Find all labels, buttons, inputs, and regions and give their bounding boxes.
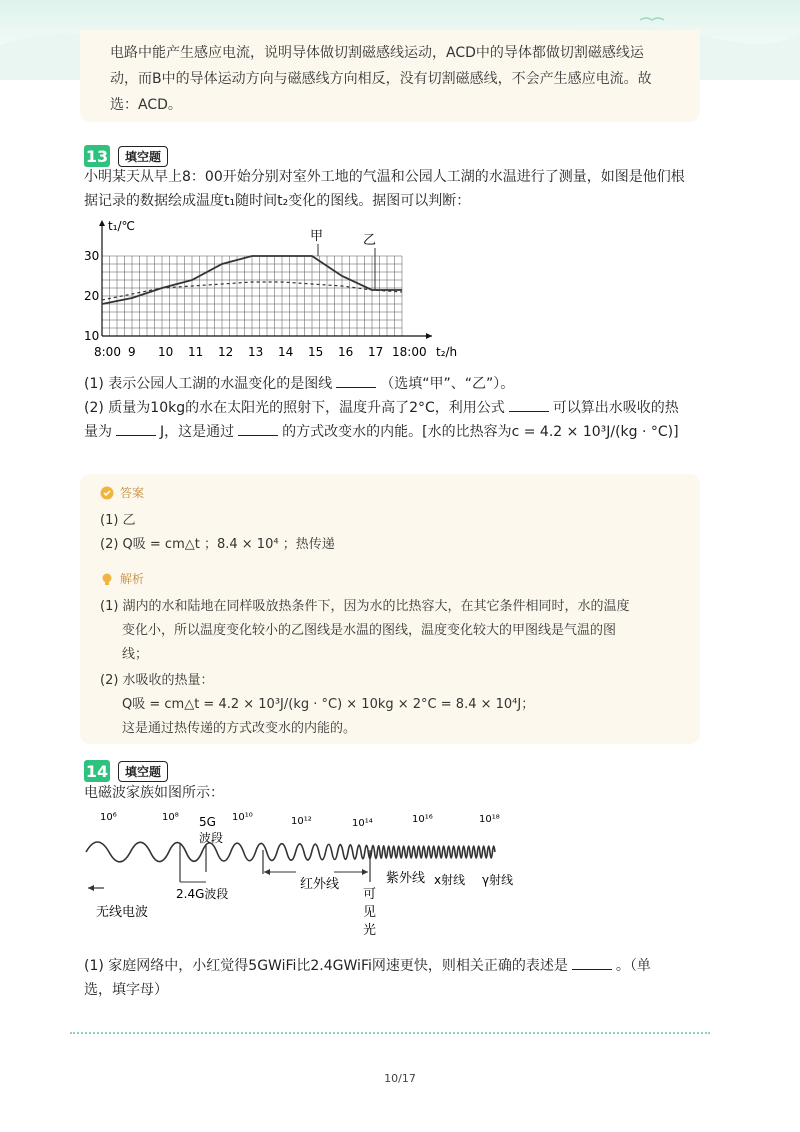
freq-label: 10¹⁰ (232, 812, 253, 823)
x-tick-label: 9 (128, 345, 136, 359)
wave-line (86, 842, 495, 862)
answer-2: (2) Q吸 = cm△t ；8.4 × 10⁴ ；热传递 (100, 537, 335, 552)
x-tick-label: 16 (338, 345, 354, 359)
label-visible-2: 见 (363, 905, 377, 920)
stem-line-1: 小明某天从早上8：00开始分别对室外工地的气温和公园人工湖的水温进行了测量，如图是他们根 (84, 169, 685, 185)
analysis-line-2: 变化小，所以温度变化较小的乙图线是水温的图线，温度变化较大的甲图线是气温的图 (122, 623, 617, 638)
y-tick-label: 30 (84, 249, 100, 263)
check-circle-icon (100, 486, 114, 500)
stem-line-2: 据记录的数据绘成温度t₁随时间t₂变化的图线。据图可以判断： (84, 193, 471, 209)
divider (70, 1032, 710, 1034)
freq-label: 10⁸ (162, 812, 179, 823)
x-tick-label: 11 (188, 345, 204, 359)
x-tick-label: 8:00 (94, 345, 121, 359)
x-axis-arrow (426, 333, 432, 339)
prev-line-2: 动，而B中的导体运动方向与磁感线方向相反，没有切割磁感线，不会产生感应电流。故 (110, 71, 652, 87)
answer-blank[interactable] (238, 421, 278, 436)
question-13-stem (84, 165, 714, 213)
label-visible-3: 光 (363, 923, 377, 938)
label-ultraviolet: 紫外线 (386, 871, 426, 886)
lightbulb-icon (100, 572, 114, 586)
question-14-header (84, 760, 168, 782)
x-tick-label: 18:00 (392, 345, 427, 359)
answer-blank[interactable] (509, 397, 549, 412)
x-axis-label: t₂/h (436, 345, 458, 359)
question-14-stem: 电磁波家族如图所示： (84, 785, 224, 801)
analysis-line-4: (2) 水吸收的热量： (100, 673, 214, 688)
x-tick-label: 10 (158, 345, 174, 359)
x-tick-label: 17 (368, 345, 384, 359)
label-5g: 5G (199, 815, 216, 829)
label-radio-wave: 无线电波 (96, 905, 149, 920)
electromagnetic-spectrum-figure (84, 802, 534, 942)
y-tick-label: 10 (84, 329, 100, 343)
page-number: 10/17 (384, 1072, 416, 1085)
analysis-line-6: 这是通过热传递的方式改变水的内能的。 (122, 721, 357, 736)
freq-label: 10¹² (291, 816, 312, 827)
label-infrared: 红外线 (300, 877, 340, 892)
prev-line-1: 电路中能产生感应电流，说明导体做切割磁感线运动，ACD中的导体都做切割磁感线运 (110, 45, 644, 61)
question-type-badge: 填空题 (118, 761, 168, 782)
answer-blank[interactable] (116, 421, 156, 436)
analysis-line-3: 线； (122, 647, 149, 662)
answer-blank[interactable] (336, 373, 376, 388)
series-label-yi: 乙 (363, 233, 377, 248)
part-2: (2) 质量为10kg的水在太阳光的照射下，温度升高了2°C，利用公式 可以算出水吸收的热 (84, 396, 714, 420)
label-visible-1: 可 (363, 887, 377, 902)
part-1: (1) 表示公园人工湖的水温变化的是图线 （选填“甲”、“乙”）。 (84, 372, 714, 396)
label-5g-band: 波段 (199, 831, 224, 845)
temperature-chart (84, 214, 464, 364)
analysis-tag: 解析 (100, 570, 144, 587)
question-13-parts (84, 372, 714, 444)
label-2-4g-band: 2.4G波段 (176, 887, 229, 901)
prev-line-3: 选：ACD。 (110, 97, 182, 113)
freq-label: 10¹⁴ (352, 818, 373, 829)
label-gamma-ray: γ射线 (482, 873, 514, 887)
part-2-line-2: 量为 J，这是通过 的方式改变水的内能。[水的比热容为c = 4.2 × 10³J/(kg · °C)] (84, 420, 714, 444)
question-13-header (84, 145, 168, 167)
series-label-jia: 甲 (310, 229, 324, 244)
y-axis-arrow (99, 220, 105, 226)
freq-label: 10⁶ (100, 812, 117, 823)
y-axis-label: t₁/℃ (108, 219, 136, 233)
previous-answer-text (110, 40, 685, 118)
x-tick-label: 14 (278, 345, 294, 359)
question-number: 14 (85, 761, 109, 781)
question-number: 13 (85, 146, 109, 166)
freq-label: 10¹⁶ (412, 814, 433, 825)
y-tick-label: 20 (84, 289, 100, 303)
answer-1: (1) 乙 (100, 513, 136, 528)
freq-label: 10¹⁸ (479, 814, 500, 825)
x-tick-label: 13 (248, 345, 264, 359)
label-x-ray: x射线 (434, 873, 466, 887)
question-14-part-1: (1) 家庭网络中，小红觉得5GWiFi比2.4GWiFi网速更快，则相关正确的表述是 。（单 选，填字母） (84, 954, 714, 1002)
answer-blank[interactable] (572, 955, 612, 970)
x-tick-label: 15 (308, 345, 324, 359)
analysis-line-5: Q吸 = cm△t = 4.2 × 10³J/(kg · °C) × 10kg × 2°C = 8.4 × 10⁴J； (122, 697, 535, 712)
question-type-badge: 填空题 (118, 146, 168, 167)
answer-tag: 答案 (100, 484, 144, 501)
analysis-line-1: (1) 湖内的水和陆地在同样吸放热条件下，因为水的比热容大，在其它条件相同时，水的温度 (100, 599, 630, 614)
x-tick-label: 12 (218, 345, 234, 359)
